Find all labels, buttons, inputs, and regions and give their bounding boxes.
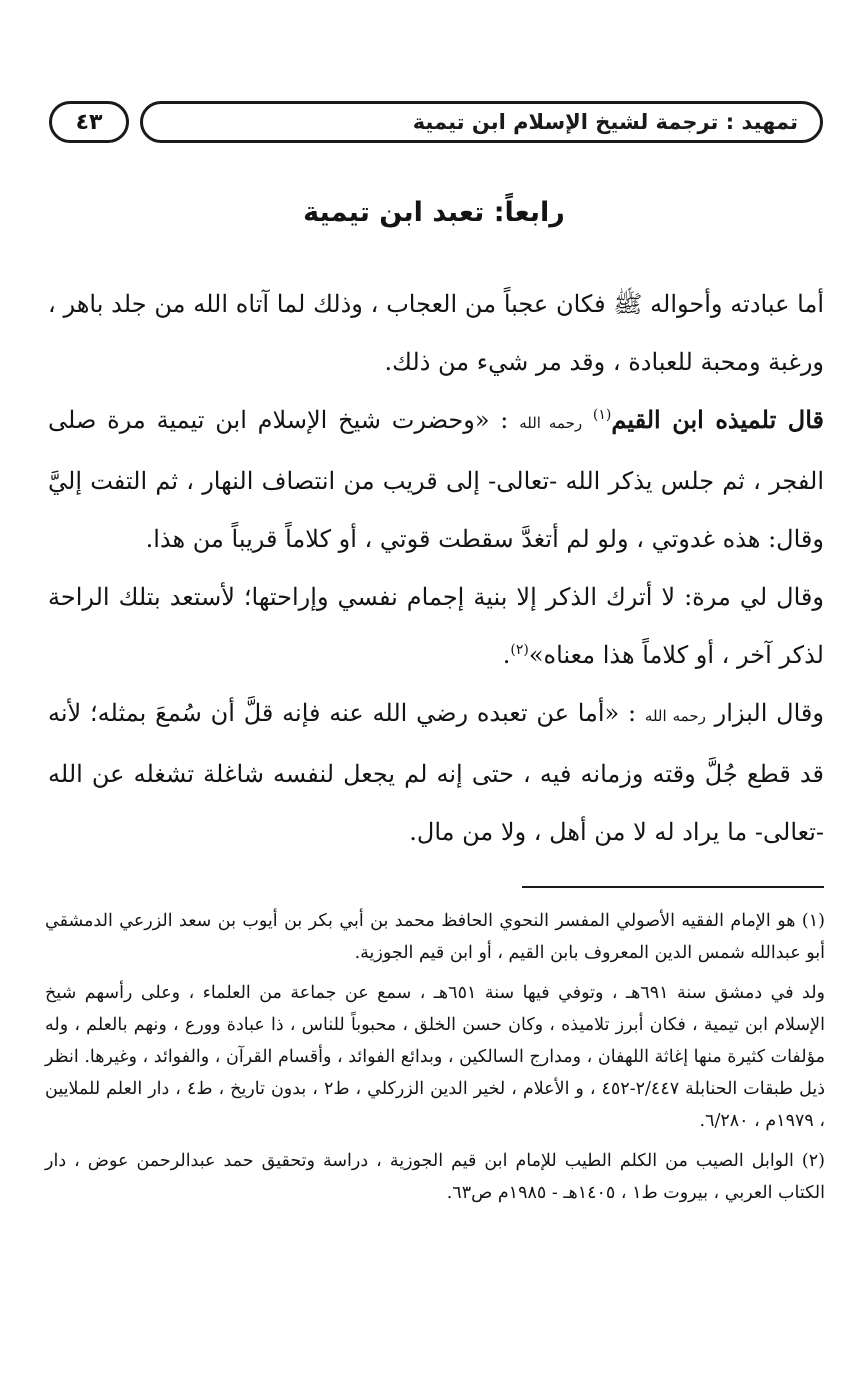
paragraph-1: أما عبادته وأحواله ﷺ فكان عجباً من العجاب ، وذلك لما آتاه الله من جلد باهر ، ورغبة ومحبة للعبادة ، وقد مر شيء من ذلك. <box>48 290 824 376</box>
footnote-ref-2[interactable]: (٢) <box>510 642 529 658</box>
paragraph-2 <box>48 391 824 568</box>
footnote-ref-1[interactable]: (١) <box>592 407 612 423</box>
paragraph-3: وقال لي مرة: لا أترك الذكر إلا بنية إجمام نفسي وإراحتها؛ لأستعد بتلك الراحة لذكر آخر ، أو كلاماً هذا معناه»$^{(٢)}$. <box>48 583 824 669</box>
paragraph-4 <box>48 684 824 861</box>
main-text <box>48 275 824 861</box>
paragraph-2-quote: : «وحضرت شيخ الإسلام ابن تيمية مرة صلى الفجر ، ثم جلس يذكر الله -تعالى- إلى قريب من انتصاف النهار ، ثم التفت إليَّ وقال: هذه غدوتي ، ولو لم أتغدَّ سقطت قوتي ، أو كلاماً قريباً من هذا. <box>48 406 824 553</box>
honorific-glyph: رحمه الله <box>644 707 706 725</box>
running-header <box>140 101 823 143</box>
footnotes <box>45 905 825 1217</box>
paragraph-2-speaker: قال تلميذه ابن القيم <box>611 405 824 434</box>
footnote-separator <box>522 886 824 888</box>
honorific-glyph: رحمه الله <box>519 414 583 432</box>
footnote-1-a: (١) هو الإمام الفقيه الأصولي المفسر النحوي الحافظ محمد بن أبي بكر بن أيوب بن سعد الزرعي الدمشقي أبو عبدالله شمس الدين المعروف بابن القيم ، أو ابن قيم الجوزية. <box>45 911 825 963</box>
footnote-1-b: ولد في دمشق سنة ٦٩١هـ ، وتوفي فيها سنة ٦٥١هـ ، سمع عن جماعة من العلماء ، وعلى رأسهم شيخ الإسلام ابن تيمية ، فكان أبرز تلاميذه ، وكان حسن الخلق ، محبوباً للناس ، ذا عبادة وورع ، ونهم بالعلم ، وله مؤلفات كثيرة منها إغاثة اللهفان ، ومدارج السالكين ، وبدائع الفوائد ، وأقسام القرآن ، والفوائد ، وغيرها. انظر ذيل طبقات الحنابلة ٢/٤٤٧-٤٥٢ ، و الأعلام ، لخير الدين الزركلي ، ط٢ ، بدون تاريخ ، ط٤ ، دار العلم للملايين ، ١٩٧٩م ، ٦/٢٨٠. <box>45 983 826 1131</box>
paragraph-3-quote: وقال لي مرة: لا أترك الذكر إلا بنية إجمام نفسي وإراحتها؛ لأستعد بتلك الراحة لذكر آخر ، أو كلاماً هذا معناه» <box>48 583 824 669</box>
page-number: ٤٣ <box>49 101 129 143</box>
header-title: تمهيد : ترجمة لشيخ الإسلام ابن تيمية <box>412 110 798 134</box>
paragraph-4-start: وقال البزار <box>714 699 824 727</box>
paragraph-4-quote: : «أما عن تعبده رضي الله عنه فإنه قلَّ أن سُمعَ بمثله؛ لأنه قد قطع جُلَّ وقته وزمانه فيه ، حتى إنه لم يجعل لنفسه شاغلة تشغله عن الله -تعالى- ما يراد له لا من أهل ، ولا من مال. <box>48 699 824 846</box>
footnote-2: (٢) الوابل الصيب من الكلم الطيب للإمام ابن قيم الجوزية ، دراسة وتحقيق حمد عبدالرحمن عوض ، دار الكتاب العربي ، بيروت ط١ ، ١٤٠٥هـ - ١٩٨٥م ص٦٣. <box>45 1151 825 1203</box>
section-title: رابعاً: تعبد ابن تيمية <box>303 197 565 228</box>
